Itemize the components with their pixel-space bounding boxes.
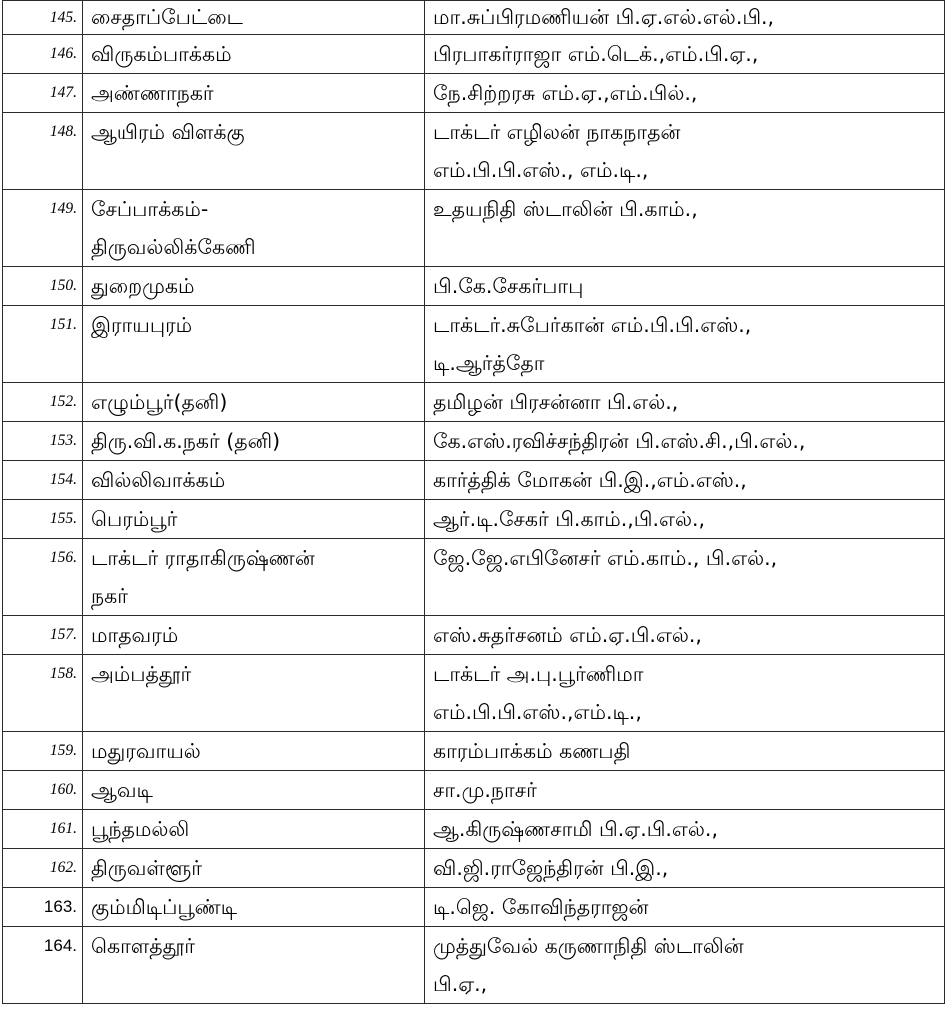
candidate-name: நே.சிற்றரசு எம்.ஏ.,எம்.பில்.,	[433, 81, 698, 105]
constituency-name: அண்ணாநகர்	[91, 81, 214, 105]
constituency-cell	[83, 500, 425, 539]
constituency-cell	[83, 849, 425, 888]
candidate-cell	[425, 74, 945, 113]
candidate-cell	[425, 113, 945, 190]
constituency-cell	[83, 461, 425, 500]
candidate-table-body	[3, 1, 945, 1004]
constituency-cell	[83, 732, 425, 771]
constituency-name: அம்பத்தூர்	[91, 662, 192, 686]
constituency-name: திரு.வி.க.நகர் (தனி)	[91, 429, 281, 453]
serial-number: 147.	[3, 74, 83, 113]
table-row	[3, 849, 945, 888]
constituency-cell	[83, 113, 425, 190]
candidate-name: ஜே.ஜே.எபினேசர் எம்.காம்., பி.எல்.,	[433, 546, 778, 570]
serial-number: 162.	[3, 849, 83, 888]
constituency-name: கொளத்தூர்	[91, 934, 195, 958]
constituency-name: ஆவடி	[91, 778, 153, 802]
serial-number: 145.	[3, 1, 83, 35]
constituency-cell	[83, 810, 425, 849]
constituency-name: துறைமுகம்	[91, 274, 195, 298]
constituency-cell	[83, 539, 425, 616]
candidate-name: ஆ.கிருஷ்ணசாமி பி.ஏ.பி.எல்.,	[433, 817, 718, 841]
candidate-name: பி.கே.சேகர்பாபு	[433, 274, 584, 298]
constituency-cell	[83, 616, 425, 655]
candidate-name: டாக்டர் அ.பு.பூர்ணிமா	[433, 662, 644, 686]
table-row	[3, 500, 945, 539]
candidate-cell	[425, 35, 945, 74]
candidate-name: கே.எஸ்.ரவிச்சந்திரன் பி.எஸ்.சி.,பி.எல்.,	[433, 429, 806, 453]
candidate-cell	[425, 616, 945, 655]
serial-number: 148.	[3, 113, 83, 190]
table-row	[3, 383, 945, 422]
constituency-cell	[83, 771, 425, 810]
candidate-name: எம்.பி.பி.எஸ்., எம்.டி.,	[433, 158, 649, 182]
serial-number: 155.	[3, 500, 83, 539]
constituency-cell	[83, 927, 425, 1004]
candidate-cell	[425, 383, 945, 422]
table-row	[3, 732, 945, 771]
candidate-cell	[425, 461, 945, 500]
constituency-cell	[83, 383, 425, 422]
constituency-name: மாதவரம்	[91, 623, 179, 647]
constituency-name: சேப்பாக்கம்-	[91, 197, 209, 221]
candidate-name: எஸ்.சுதர்சனம் எம்.ஏ.பி.எல்.,	[433, 623, 702, 647]
candidate-cell	[425, 888, 945, 927]
serial-number: 146.	[3, 35, 83, 74]
serial-number: 149.	[3, 190, 83, 267]
constituency-cell	[83, 1, 425, 35]
table-row	[3, 35, 945, 74]
serial-number: 154.	[3, 461, 83, 500]
candidate-name: டாக்டர் எழிலன் நாகநாதன்	[433, 120, 681, 144]
candidate-name: உதயநிதி ஸ்டாலின் பி.காம்.,	[433, 197, 698, 221]
table-row	[3, 267, 945, 306]
candidate-name: டி.ஜெ. கோவிந்தராஜன்	[433, 895, 649, 919]
constituency-name: சைதாப்பேட்டை	[91, 5, 243, 29]
constituency-name: இராயபுரம்	[91, 313, 193, 337]
constituency-cell	[83, 306, 425, 383]
table-row	[3, 771, 945, 810]
candidate-name: பிரபாகர்ராஜா எம்.டெக்.,எம்.பி.ஏ.,	[433, 42, 759, 66]
serial-number: 163.	[3, 888, 83, 927]
candidate-name: தமிழன் பிரசன்னா பி.எல்.,	[433, 390, 679, 414]
candidate-name: கார்த்திக் மோகன் பி.இ.,எம்.எஸ்.,	[433, 468, 747, 492]
constituency-name: நகர்	[91, 584, 128, 608]
constituency-name: விருகம்பாக்கம்	[91, 42, 232, 66]
constituency-cell	[83, 74, 425, 113]
candidate-name: வி.ஜி.ராஜேந்திரன் பி.இ.,	[433, 856, 669, 880]
candidate-name: எம்.பி.பி.எஸ்.,எம்.டி.,	[433, 700, 642, 724]
candidate-name: ஆர்.டி.சேகர் பி.காம்.,பி.எல்.,	[433, 507, 706, 531]
candidate-name: டாக்டர்.சுபேர்கான் எம்.பி.பி.எஸ்.,	[433, 313, 752, 337]
constituency-name: எழும்பூர்(தனி)	[91, 390, 228, 414]
candidate-name: காரம்பாக்கம் கணபதி	[433, 739, 631, 763]
candidate-cell	[425, 539, 945, 616]
table-row	[3, 539, 945, 616]
table-row	[3, 888, 945, 927]
candidate-cell	[425, 422, 945, 461]
constituency-cell	[83, 655, 425, 732]
serial-number: 164.	[3, 927, 83, 1004]
table-row	[3, 113, 945, 190]
constituency-name: ஆயிரம் விளக்கு	[91, 120, 245, 144]
candidate-cell	[425, 267, 945, 306]
candidate-cell	[425, 927, 945, 1004]
table-row	[3, 1, 945, 35]
constituency-cell	[83, 267, 425, 306]
constituency-cell	[83, 888, 425, 927]
table-row	[3, 810, 945, 849]
constituency-name: பூந்தமல்லி	[91, 817, 190, 841]
table-row	[3, 422, 945, 461]
constituency-name: கும்மிடிப்பூண்டி	[91, 895, 238, 919]
table-row	[3, 927, 945, 1004]
candidate-name: மா.சுப்பிரமணியன் பி.ஏ.எல்.எல்.பி.,	[433, 5, 775, 29]
constituency-name: பெரம்பூர்	[91, 507, 178, 531]
candidate-cell	[425, 1, 945, 35]
candidate-name: பி.ஏ.,	[433, 972, 488, 996]
candidate-cell	[425, 810, 945, 849]
constituency-name: டாக்டர் ராதாகிருஷ்ணன்	[91, 546, 315, 570]
constituency-cell	[83, 190, 425, 267]
constituency-name: வில்லிவாக்கம்	[91, 468, 226, 492]
table-row	[3, 655, 945, 732]
serial-number: 152.	[3, 383, 83, 422]
table-row	[3, 616, 945, 655]
serial-number: 157.	[3, 616, 83, 655]
candidate-cell	[425, 849, 945, 888]
serial-number: 159.	[3, 732, 83, 771]
candidate-name: சா.மு.நாசர்	[433, 778, 537, 802]
serial-number: 151.	[3, 306, 83, 383]
serial-number: 150.	[3, 267, 83, 306]
candidate-table	[2, 0, 945, 1004]
candidate-cell	[425, 771, 945, 810]
serial-number: 158.	[3, 655, 83, 732]
serial-number: 156.	[3, 539, 83, 616]
serial-number: 153.	[3, 422, 83, 461]
constituency-name: திருவல்லிக்கேணி	[91, 235, 256, 259]
constituency-cell	[83, 35, 425, 74]
serial-number: 160.	[3, 771, 83, 810]
candidate-cell	[425, 655, 945, 732]
table-row	[3, 461, 945, 500]
serial-number: 161.	[3, 810, 83, 849]
candidate-cell	[425, 190, 945, 267]
constituency-name: மதுரவாயல்	[91, 739, 201, 763]
candidate-cell	[425, 732, 945, 771]
constituency-cell	[83, 422, 425, 461]
table-row	[3, 306, 945, 383]
candidate-cell	[425, 306, 945, 383]
candidate-cell	[425, 500, 945, 539]
candidate-name: டி.ஆர்த்தோ	[433, 351, 545, 375]
table-row	[3, 74, 945, 113]
candidate-name: முத்துவேல் கருணாநிதி ஸ்டாலின்	[433, 934, 744, 958]
constituency-name: திருவள்ளூர்	[91, 856, 202, 880]
table-row	[3, 190, 945, 267]
